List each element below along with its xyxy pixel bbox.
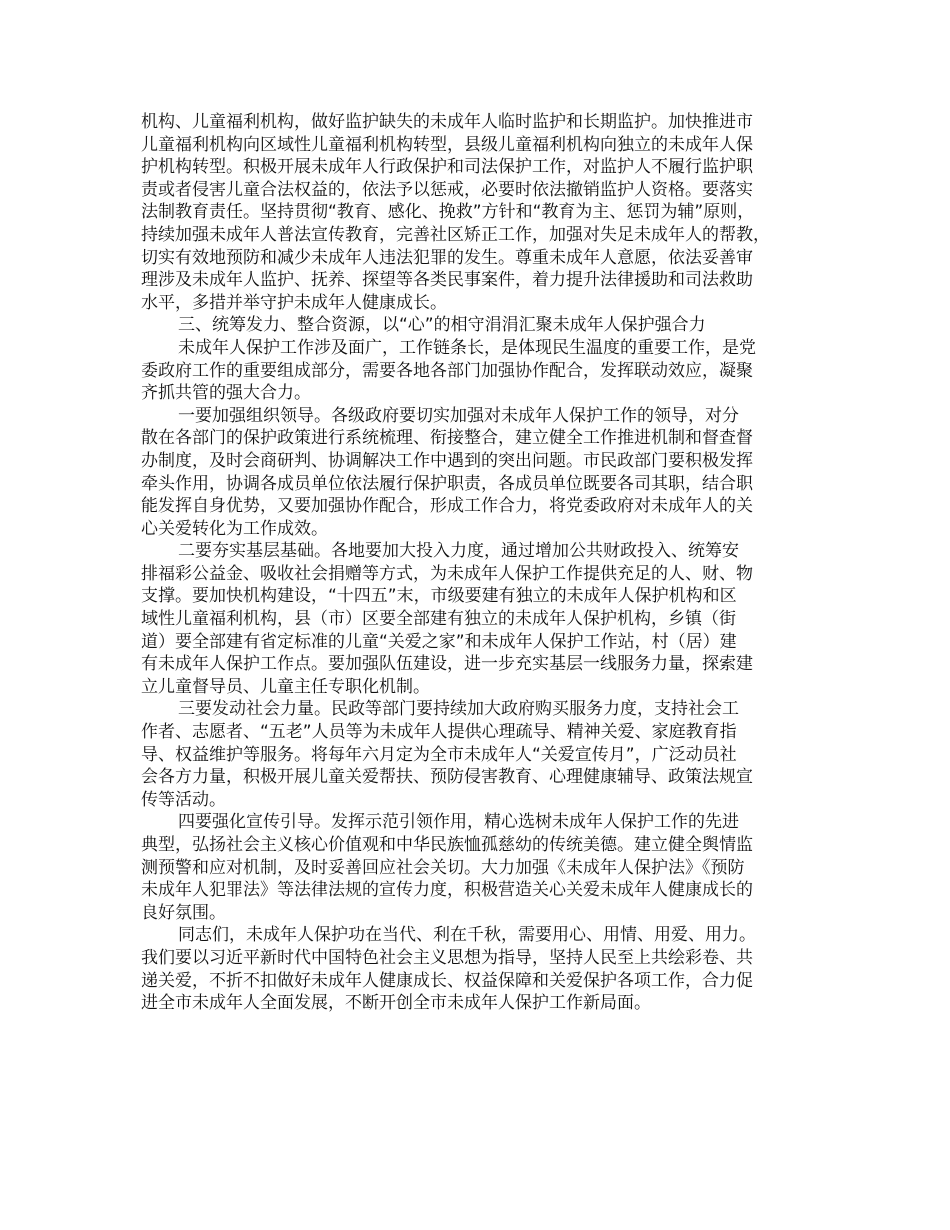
text-line: 会各方力量，积极开展儿童关爱帮扶、预防侵害教育、心理健康辅导、政策法规宣 bbox=[141, 767, 753, 788]
text-line: 测预警和应对机制，及时妥善回应社会关切。大力加强《未成年人保护法》《预防 bbox=[141, 857, 745, 878]
text-line: 齐抓共管的强大合力。 bbox=[141, 383, 311, 404]
text-line: 三要发动社会力量。民政等部门要持续加大政府购买服务力度，支持社会工 bbox=[178, 699, 739, 720]
text-line: 切实有效地预防和减少未成年人违法犯罪的发生。尊重未成年人意愿，依法妥善审 bbox=[141, 247, 753, 268]
text-line: 心关爱转化为工作成效。 bbox=[141, 518, 328, 539]
text-line: 进全市未成年人全面发展，不断开创全市未成年人保护工作新局面。 bbox=[141, 993, 651, 1014]
text-line: 护机构转型。积极开展未成年人行政保护和司法保护工作，对监护人不履行监护职 bbox=[141, 157, 753, 178]
text-line: 三、统筹发力、整合资源，以“心”的相守涓涓汇聚未成年人保护强合力 bbox=[178, 315, 706, 336]
text-line: 域性儿童福利机构，县（市）区要全部建有独立的未成年人保护机构，乡镇（街 bbox=[141, 609, 736, 630]
text-line: 未成年人保护工作涉及面广，工作链条长，是体现民生温度的重要工作，是党 bbox=[178, 337, 756, 358]
text-line: 导、权益维护等服务。将每年六月定为全市未成年人“关爱宣传月”，广泛动员社 bbox=[141, 744, 737, 765]
text-line: 儿童福利机构向区域性儿童福利机构转型，县级儿童福利机构向独立的未成年人保 bbox=[141, 134, 753, 155]
text-line: 作者、志愿者、“五老”人员等为未成年人提供心理疏导、精神关爱、家庭教育指 bbox=[141, 722, 737, 743]
text-line: 道）要全部建有省定标准的儿童“关爱之家”和未成年人保护工作站，村（居）建 bbox=[141, 631, 737, 652]
text-line: 机构、儿童福利机构，做好监护缺失的未成年人临时监护和长期监护。加快推进市 bbox=[141, 112, 753, 132]
text-line: 排福彩公益金、吸收社会捐赠等方式，为未成年人保护工作提供充足的人、财、物 bbox=[141, 563, 753, 584]
text-line: 同志们，未成年人保护功在当代、利在千秋，需要用心、用情、用爱、用力。 bbox=[178, 925, 756, 946]
text-line: 有未成年人保护工作点。要加强队伍建设，进一步充实基层一线服务力量，探索建 bbox=[141, 654, 753, 675]
text-line: 责或者侵害儿童合法权益的，依法予以惩戒，必要时依法撤销监护人资格。要落实 bbox=[141, 179, 753, 200]
text-line: 办制度，及时会商研判、协调解决工作中遇到的突出问题。市民政部门要积极发挥 bbox=[141, 450, 753, 471]
text-line: 我们要以习近平新时代中国特色社会主义思想为指导，坚持人民至上共绘彩卷、共 bbox=[141, 947, 753, 968]
text-line: 传等活动。 bbox=[141, 789, 226, 810]
text-line: 递关爱，不折不扣做好未成年人健康成长、权益保障和关爱保护各项工作，合力促 bbox=[141, 970, 753, 991]
text-line: 良好氛围。 bbox=[141, 902, 226, 923]
text-line: 二要夯实基层基础。各地要加大投入力度，通过增加公共财政投入、统筹安 bbox=[178, 541, 739, 562]
text-line: 理涉及未成年人监护、抚养、探望等各类民事案件，着力提升法律援助和司法救助 bbox=[141, 270, 753, 291]
text-line: 水平，多措并举守护未成年人健康成长。 bbox=[141, 292, 447, 313]
text-line: 立儿童督导员、儿童主任专职化机制。 bbox=[141, 676, 430, 697]
text-line: 牵头作用，协调各成员单位依法履行保护职责，各成员单位既要各司其职，结合职 bbox=[141, 473, 753, 494]
text-line: 散在各部门的保护政策进行系统梳理、衔接整合，建立健全工作推进机制和督查督 bbox=[141, 428, 753, 449]
text-line: 典型，弘扬社会主义核心价值观和中华民族恤孤慈幼的传统美德。建立健全舆情监 bbox=[141, 835, 753, 855]
text-line: 一要加强组织领导。各级政府要切实加强对未成年人保护工作的领导，对分 bbox=[178, 405, 739, 426]
document-body bbox=[141, 111, 831, 1015]
text-line: 未成年人犯罪法》等法律法规的宣传力度，积极营造关心关爱未成年人健康成长的 bbox=[141, 880, 753, 901]
text-line: 四要强化宣传引导。发挥示范引领作用，精心选树未成年人保护工作的先进 bbox=[178, 812, 739, 833]
text-line: 持续加强未成年人普法宣传教育，完善社区矫正工作，加强对失足未成年人的帮教， bbox=[141, 224, 770, 245]
text-line: 委政府工作的重要组成部分，需要各地各部门加强协作配合，发挥联动效应，凝聚 bbox=[141, 360, 753, 381]
text-line: 能发挥自身优势，又要加强协作配合，形成工作合力，将党委政府对未成年人的关 bbox=[141, 496, 753, 517]
text-line: 支撑。要加快机构建设，“十四五”末，市级要建有独立的未成年人保护机构和区 bbox=[141, 586, 737, 607]
text-line: 法制教育责任。坚持贯彻“教育、感化、挽救”方针和“教育为主、惩罚为辅”原则， bbox=[141, 202, 755, 223]
